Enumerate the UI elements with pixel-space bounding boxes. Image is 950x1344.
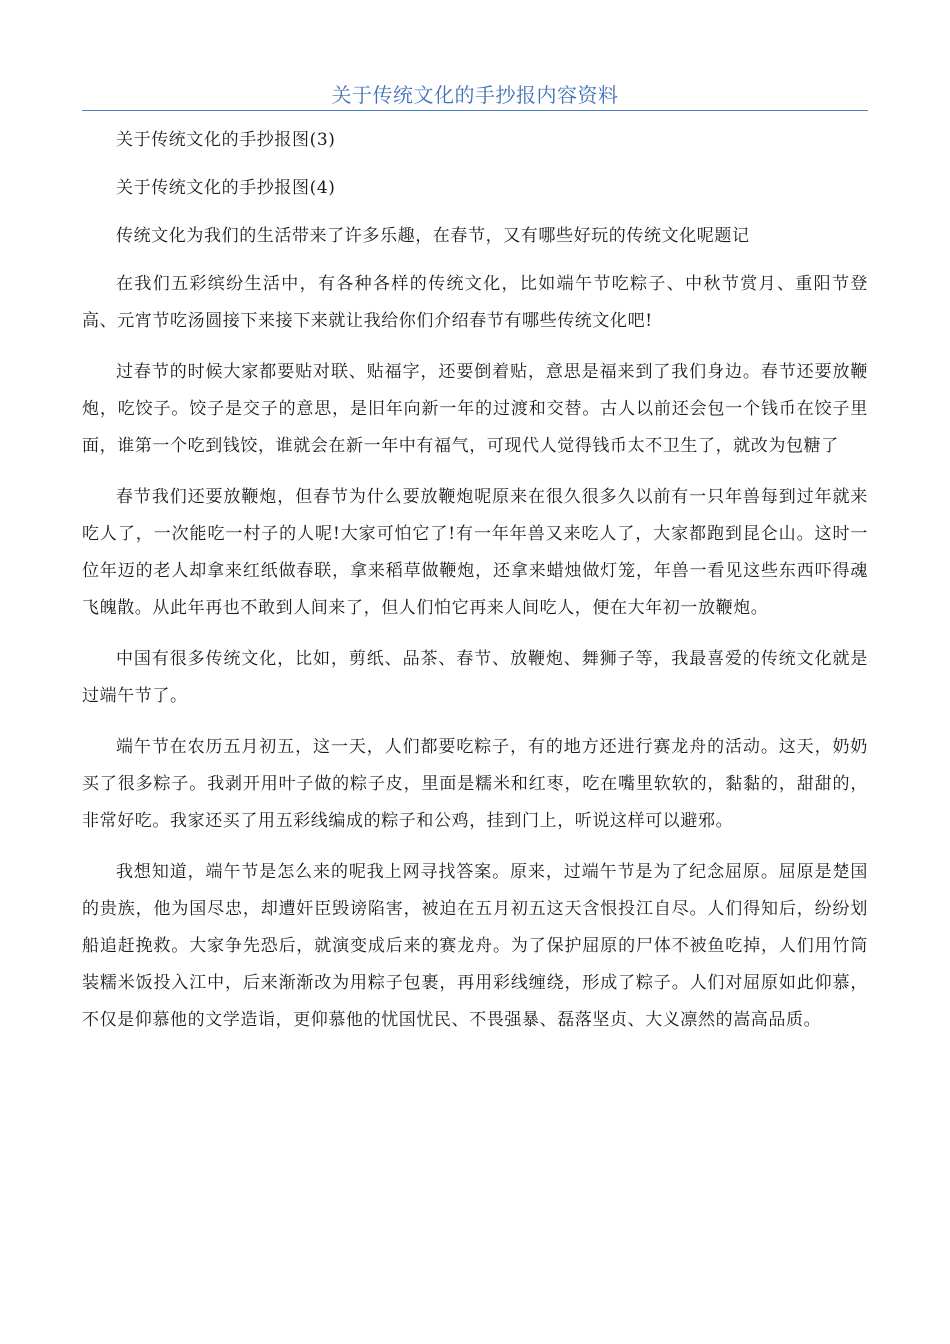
paragraph-traditions-overview: 在我们五彩缤纷生活中，有各种各样的传统文化，比如端午节吃粽子、中秋节赏月、重阳节登高、元宵节吃汤圆接下来接下来就让我给你们介绍春节有哪些传统文化吧! <box>82 274 868 331</box>
paragraph-qu-yuan-story: 我想知道，端午节是怎么来的呢我上网寻找答案。原来，过端午节是为了纪念屈原。屈原是楚国的贵族，他为国尽忠，却遭奸臣毁谤陷害，被迫在五月初五这天含恨投江自尽。人们得知后，纷纷划船追赶挽救。大家争先恐后，就演变成后来的赛龙舟。为了保护屈原的尸体不被鱼吃掉，人们用竹筒装糯米饭投入江中，后来渐渐改为用粽子包裹，再用彩线缠绕，形成了粽子。人们对屈原如此仰慕，不仅是仰慕他的文学造诣，更仰慕他的忧国忧民、不畏强暴、磊落坚贞、大义凛然的嵩高品质。 <box>82 862 868 1030</box>
paragraph-intro-epigraph: 传统文化为我们的生活带来了许多乐趣，在春节，又有哪些好玩的传统文化呢题记 <box>116 226 750 246</box>
paragraph-firecracker-legend: 春节我们还要放鞭炮，但春节为什么要放鞭炮呢原来在很久很多久以前有一只年兽每到过年就来吃人了，一次能吃一村子的人呢!大家可怕它了!有一年年兽又来吃人了，大家都跑到昆仑山。这时一位年迈的老人却拿来红纸做春联，拿来稻草做鞭炮，还拿来蜡烛做灯笼，年兽一看见这些东西吓得魂飞魄散。从此年再也不敢到人间来了，但人们怕它再来人间吃人，便在大年初一放鞭炮。 <box>82 487 868 618</box>
document-body <box>82 122 868 1053</box>
page-header <box>82 80 868 111</box>
header-title: 关于传统文化的手抄报内容资料 <box>331 83 619 107</box>
paragraph-dragon-boat-festival: 端午节在农历五月初五，这一天，人们都要吃粽子，有的地方还进行赛龙舟的活动。这天，奶奶买了很多粽子。我剥开用叶子做的粽子皮，里面是糯米和红枣，吃在嘴里软软的，黏黏的，甜甜的，非常好吃。我家还买了用五彩线编成的粽子和公鸡，挂到门上，听说这样可以避邪。 <box>82 737 868 831</box>
paragraph-favorite-tradition: 中国有很多传统文化，比如，剪纸、品茶、春节、放鞭炮、舞狮子等，我最喜爱的传统文化就是过端午节了。 <box>82 649 868 706</box>
paragraph-image-caption-4: 关于传统文化的手抄报图(4) <box>116 178 336 198</box>
paragraph-spring-festival-customs: 过春节的时候大家都要贴对联、贴福字，还要倒着贴，意思是福来到了我们身边。春节还要放鞭炮，吃饺子。饺子是交子的意思，是旧年向新一年的过渡和交替。古人以前还会包一个钱币在饺子里面，谁第一个吃到钱饺，谁就会在新一年中有福气，可现代人觉得钱币太不卫生了，就改为包糖了 <box>82 362 868 456</box>
paragraph-image-caption-3: 关于传统文化的手抄报图(3) <box>116 130 336 150</box>
